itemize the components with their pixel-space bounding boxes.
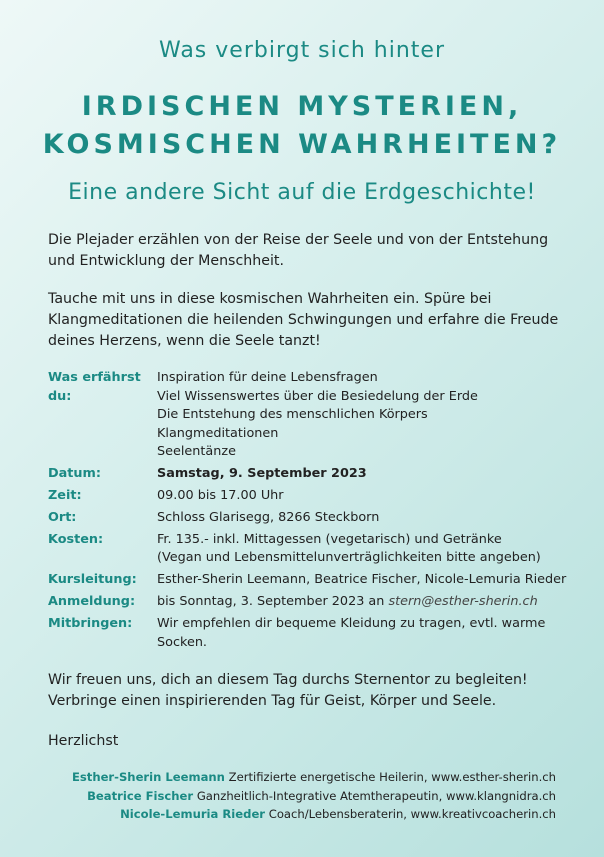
lead-row	[48, 571, 588, 590]
cost-line: Fr. 135.- inkl. Mittagessen (vegetarisch) und Getränke	[157, 531, 502, 547]
registration-text: bis Sonntag, 3. September 2023 an	[157, 594, 385, 609]
place-label: Ort:	[48, 509, 77, 525]
intro-paragraph-2	[48, 289, 568, 352]
event-details	[48, 369, 588, 652]
closing-line: Verbringe einen inspirierenden Tag für Geist, Körper und Seele.	[48, 693, 497, 709]
registration-row	[48, 593, 588, 612]
date-value: Samstag, 9. September 2023	[157, 465, 367, 481]
learn-item: Viel Wissenswertes über die Besiedelung der Erde	[157, 388, 478, 404]
signature-name: Beatrice Fischer	[87, 788, 194, 803]
registration-value	[157, 593, 588, 612]
cost-row	[48, 531, 588, 568]
bring-line: Socken.	[157, 634, 207, 650]
signatures	[72, 768, 556, 824]
learn-list	[157, 369, 588, 462]
lead-value: Esther-Sherin Leemann, Beatrice Fischer, Nicole-Lemuria Rieder	[157, 572, 567, 587]
signature-desc: Zertifizierte energetische Heilerin, www.esther-sherin.ch	[228, 770, 556, 784]
learn-item: Die Entstehung des menschlichen Körpers	[157, 407, 428, 422]
pre-title: Was verbirgt sich hinter	[158, 38, 445, 63]
signature-desc: Coach/Lebensberaterin, www.kreativcoacherin.ch	[268, 807, 556, 821]
signature-row	[72, 805, 556, 824]
signature-desc: Ganzheitlich-Integrative Atemtherapeutin, www.klangnidra.ch	[196, 788, 556, 803]
closing-text	[48, 670, 578, 712]
bring-row	[48, 615, 588, 652]
learn-item: Inspiration für deine Lebensfragen	[157, 370, 378, 385]
signature-row	[72, 787, 556, 806]
learn-label: Was erfährst du:	[48, 370, 141, 404]
main-title-line-2: KOSMISCHEN WAHRHEITEN?	[42, 129, 562, 160]
main-title	[0, 88, 604, 164]
time-label: Zeit:	[48, 487, 82, 503]
closing-line: Wir freuen uns, dich an diesem Tag durchs Sternentor zu begleiten!	[48, 672, 528, 688]
cost-label: Kosten:	[48, 531, 104, 547]
date-row	[48, 465, 588, 484]
intro-paragraph-1	[48, 230, 568, 272]
place-value: Schloss Glarisegg, 8266 Steckborn	[157, 509, 380, 525]
registration-email-link[interactable]: stern@esther-sherin.ch	[388, 594, 538, 609]
learn-row	[48, 369, 588, 462]
intro-p1-line: und Entwicklung der Menschheit.	[48, 253, 284, 269]
intro-p2-line: Klangmeditationen die heilenden Schwingungen und erfahre die Freude	[48, 312, 559, 328]
cost-value	[157, 531, 588, 568]
bring-line: Wir empfehlen dir bequeme Kleidung zu tragen, evtl. warme	[157, 616, 546, 631]
intro-p2-line: deines Herzens, wenn die Seele tanzt!	[48, 333, 321, 349]
place-row	[48, 509, 588, 528]
intro-p2-line: Tauche mit uns in diese kosmischen Wahrheiten ein. Spüre bei	[48, 291, 492, 307]
bring-label: Mitbringen:	[48, 616, 133, 631]
signature-name: Esther-Sherin Leemann	[71, 770, 225, 784]
time-value: 09.00 bis 17.00 Uhr	[157, 487, 284, 503]
greeting: Herzlichst	[48, 733, 119, 749]
learn-item: Klangmeditationen	[157, 425, 279, 441]
lead-label: Kursleitung:	[48, 572, 137, 587]
time-row	[48, 487, 588, 506]
signature-row	[72, 768, 556, 787]
date-label: Datum:	[48, 465, 101, 481]
registration-label: Anmeldung:	[48, 594, 136, 609]
signature-name: Nicole-Lemuria Rieder	[120, 807, 266, 821]
learn-item: Seelentänze	[157, 444, 236, 459]
intro-p1-line: Die Plejader erzählen von der Reise der Seele und von der Entstehung	[48, 232, 549, 248]
main-title-line-1: IRDISCHEN MYSTERIEN,	[81, 91, 523, 122]
subtitle: Eine andere Sicht auf die Erdgeschichte!	[68, 180, 536, 205]
bring-value	[157, 615, 588, 652]
cost-line: (Vegan und Lebensmittelunverträglichkeiten bitte angeben)	[157, 550, 541, 565]
